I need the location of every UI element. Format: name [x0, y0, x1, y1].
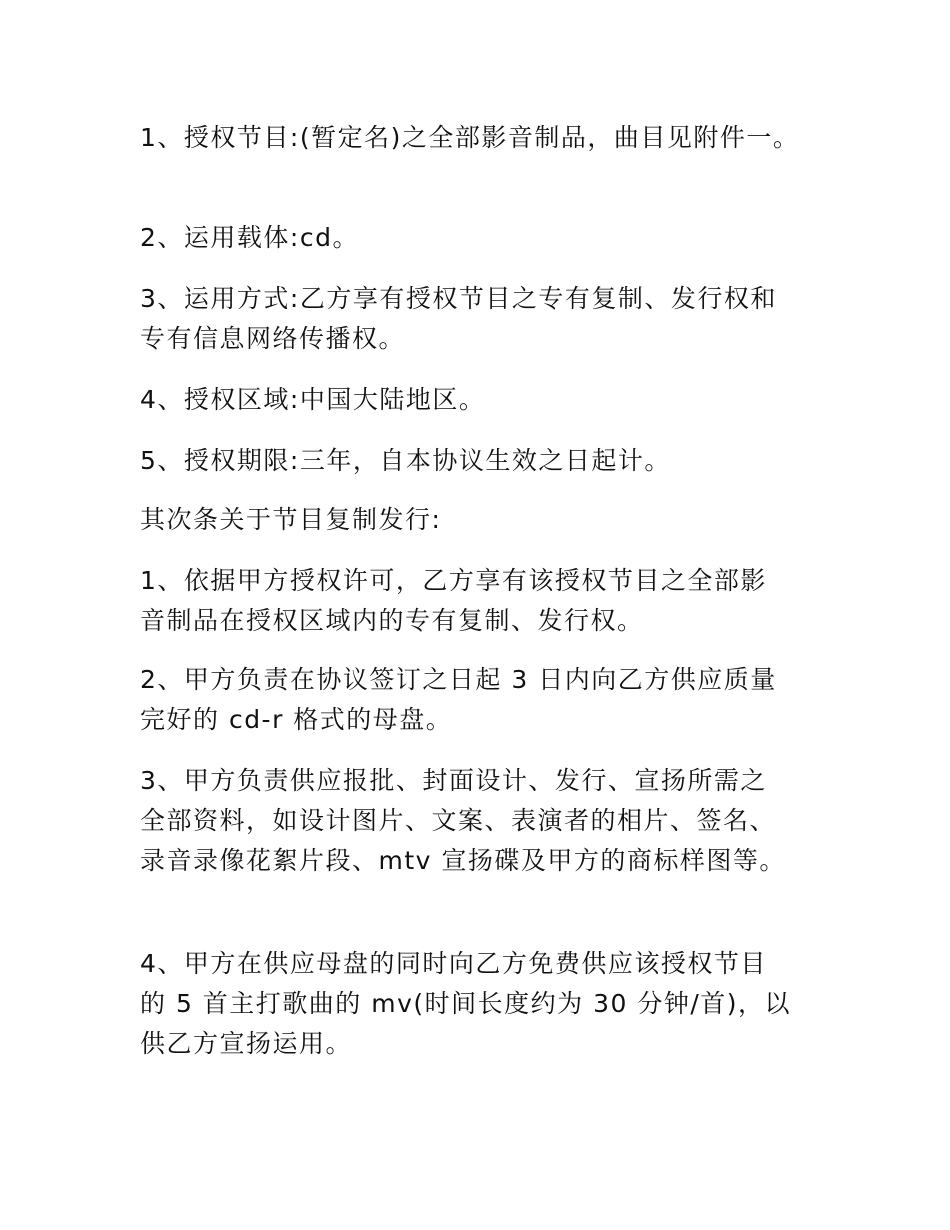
section2-clause-2 — [140, 660, 840, 740]
section2-clause-1 — [140, 561, 840, 641]
clause-3-usage-method — [140, 279, 840, 359]
section-heading — [140, 500, 840, 540]
text-line: 2、甲方负责在协议签订之日起 3 日内向乙方供应质量 — [140, 665, 777, 694]
section2-clause-4 — [140, 944, 840, 1064]
text-line: 4、甲方在供应母盘的同时向乙方免费供应该授权节目 — [140, 949, 767, 978]
text-line: 1、依据甲方授权许可，乙方享有该授权节目之全部影 — [140, 566, 767, 595]
text-line: 2、运用载体:cd。 — [140, 223, 359, 252]
section2-clause-3 — [140, 761, 840, 881]
text-line: 全部资料，如设计图片、文案、表演者的相片、签名、 — [140, 806, 777, 835]
text-line: 供乙方宣扬运用。 — [140, 1029, 353, 1058]
text-line: 4、授权区域:中国大陆地区。 — [140, 385, 486, 414]
text-line: 录音录像花絮片段、mtv 宣扬碟及甲方的商标样图等。 — [140, 846, 786, 875]
clause-4-region — [140, 380, 840, 420]
clause-2-carrier — [140, 218, 840, 258]
text-line: 专有信息网络传播权。 — [140, 324, 406, 353]
text-line: 5、授权期限:三年，自本协议生效之日起计。 — [140, 446, 671, 475]
text-line: 完好的 cd-r 格式的母盘。 — [140, 705, 453, 734]
text-line: 3、甲方负责供应报批、封面设计、发行、宣扬所需之 — [140, 766, 767, 795]
text-line: 其次条关于节目复制发行: — [140, 505, 442, 534]
text-line: 的 5 首主打歌曲的 mv(时间长度约为 30 分钟/首)，以 — [140, 989, 792, 1018]
text-line: 音制品在授权区域内的专有复制、发行权。 — [140, 606, 644, 635]
text-line: 1、授权节目:(暂定名)之全部影音制品，曲目见附件一。 — [140, 123, 800, 152]
clause-1-authorized-program — [140, 118, 840, 158]
clause-5-term — [140, 441, 840, 481]
text-line: 3、运用方式:乙方享有授权节目之专有复制、发行权和 — [140, 284, 777, 313]
